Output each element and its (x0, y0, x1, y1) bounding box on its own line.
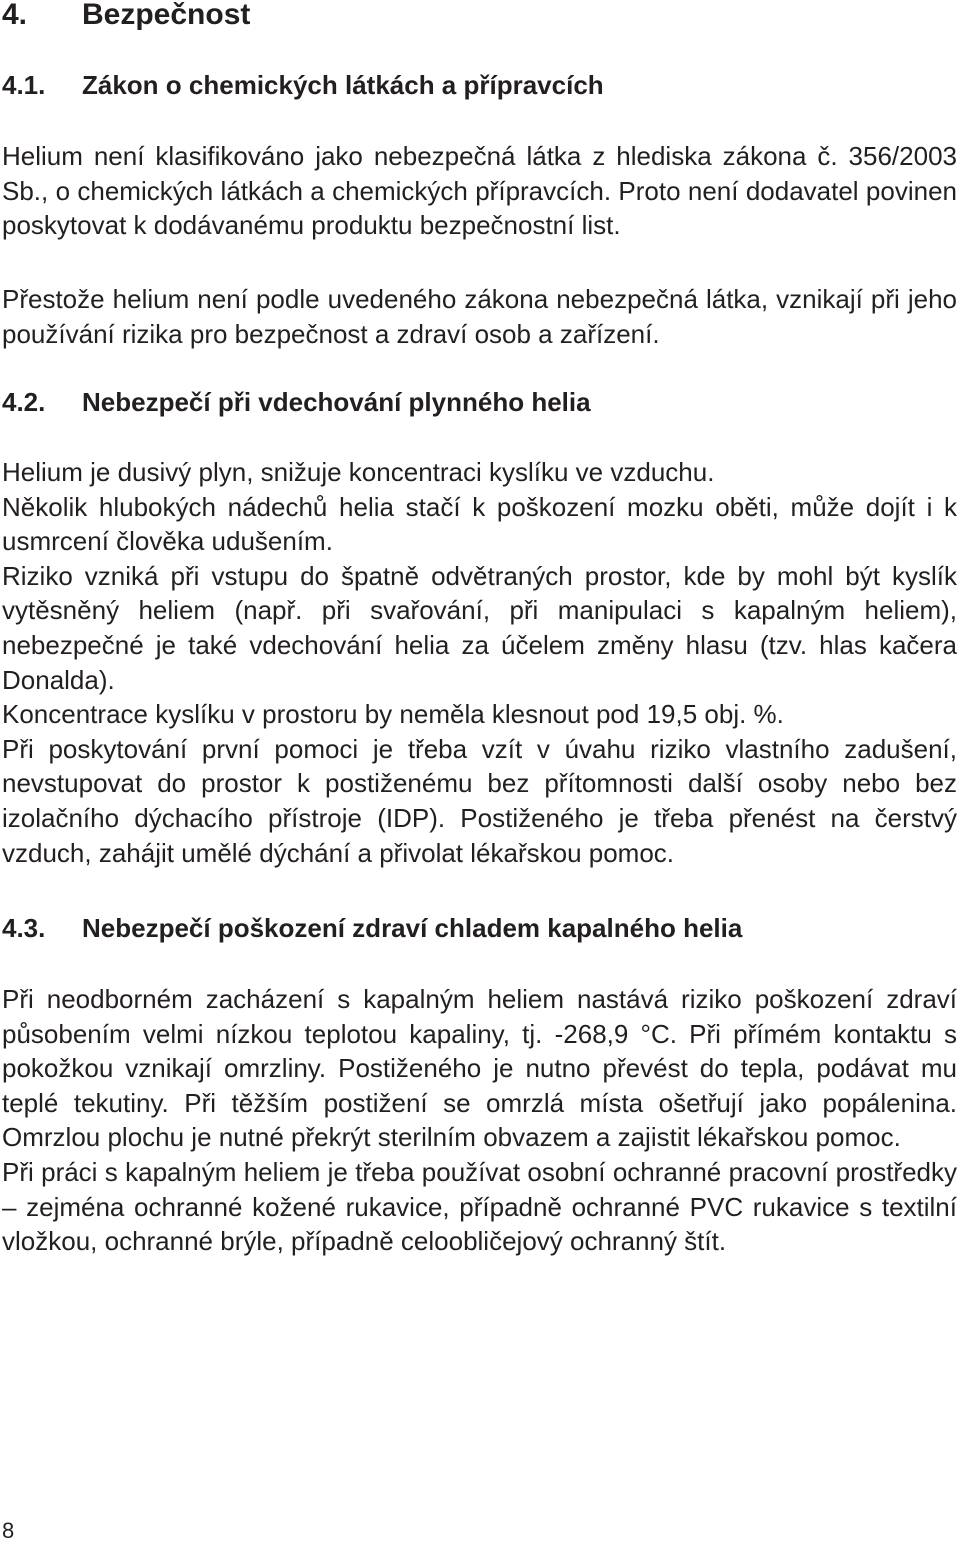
subsection-title: Nebezpečí při vdechování plynného helia (82, 387, 591, 417)
paragraph-block (2, 139, 957, 243)
section-heading (2, 0, 250, 34)
section-number: 4. (2, 0, 28, 31)
subsection-number: 4.2. (2, 387, 46, 417)
page-number: 8 (2, 1518, 15, 1543)
subsection-title: Nebezpečí poškození zdraví chladem kapalného helia (82, 913, 743, 943)
subsection-title: Zákon o chemických látkách a přípravcích (82, 70, 604, 100)
paragraph: Při poskytování první pomoci je třeba vzít v úvahu riziko vlastního zadušení, nevstupovat do prostor k postiženému bez přítomnosti další osoby nebo bez izolačního dýchacího přístroje (IDP). Postiženého je třeba přenést na čerstvý vzduch, zahájit umělé dýchání a přivolat lékařskou pomoc. (2, 733, 957, 868)
paragraph: Při neodborném zacházení s kapalným heliem nastává riziko poškození zdraví působením velmi nízkou teplotou kapaliny, tj. -268,9 °C. Při přímém kontaktu s pokožkou vznikají omrzliny. Postiženého je nutno převést do tepla, podávat mu teplé tekutiny. Při těžším postižení se omrzlá místa ošetřují jako popálenina. Omrzlou plochu je nutné překrýt sterilním obvazem a zajistit lékařskou pomoc. (2, 984, 957, 1153)
paragraph: Riziko vzniká při vstupu do špatně odvětraných prostor, kde by mohl být kyslík vytěsněný heliem (např. při svařování, při manipulaci s kapalným heliem), nebezpečné je také vdechování helia za účelem změny hlasu (tzv. hlas kačera Donalda). (2, 560, 957, 695)
subsection-heading-4-1 (2, 68, 604, 102)
subsection-heading-4-3 (2, 911, 742, 945)
subsection-number: 4.3. (2, 913, 46, 943)
paragraph: Při práci s kapalným heliem je třeba používat osobní ochranné pracovní prostředky – zejména ochranné kožené rukavice, případně ochranné PVC rukavice s textilní vložkou, ochranné brýle, případně celoobličejový ochranný štít. (2, 1156, 957, 1257)
paragraph-block (2, 282, 957, 351)
paragraph: Helium je dusivý plyn, snižuje koncentraci kyslíku ve vzduchu. (2, 457, 715, 487)
section-title: Bezpečnost (82, 0, 251, 31)
paragraph: Několik hlubokých nádechů helia stačí k poškození mozku oběti, může dojít i k usmrcení člověka udušením. (2, 491, 957, 557)
subsection-heading-4-2 (2, 385, 591, 419)
paragraph: Koncentrace kyslíku v prostoru by neměla klesnout pod 19,5 obj. %. (2, 699, 784, 730)
paragraph-block (2, 455, 957, 870)
paragraph-block (2, 982, 957, 1259)
paragraph: Přestože helium není podle uvedeného zákona nebezpečná látka, vznikají při jeho používání rizika pro bezpečnost a zdraví osob a zařízení. (2, 284, 957, 349)
subsection-number: 4.1. (2, 70, 46, 100)
paragraph: Helium není klasifikováno jako nebezpečná látka z hlediska zákona č. 356/2003 Sb., o chemických látkách a chemických přípravcích. Proto není dodavatel povinen poskytovat k dodávanému produktu bezpečnostní list. (2, 141, 957, 241)
